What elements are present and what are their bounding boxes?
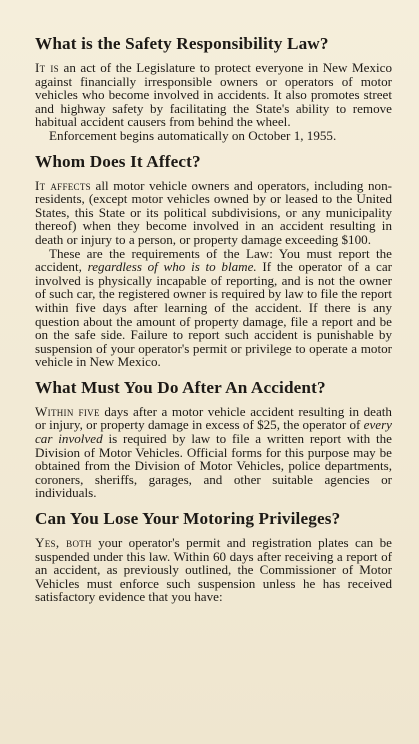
paragraph-text: These are the requirements of the Law: You must report the accident, (35, 245, 392, 275)
paragraph-text: all motor vehicle owners and operators, including non-residents, (except motor vehicles owned by or leased to the United States, this State or its political subdivisions, or any municipality thereof) when they become involved in an accident resulting in death or injury to a person, or property damage exceeding $100. (35, 177, 392, 247)
section-what-is-law (35, 34, 392, 143)
section-paragraph (35, 536, 392, 604)
section-heading: What Must You Do After An Accident? (35, 377, 326, 397)
paragraph-text: If the operator of a car involved is physically incapable of reporting, and is not the owner of such car, the registered owner is required by law to file the report within five days after learning of the accident. If there is any question about the amount of property damage, file a report and be on the safe side. Failure to report such accident is punishable by suspension of your operator's permit or privilege to operate a motor vehicle in New Mexico. (35, 259, 392, 370)
lead-in-words: It affects (35, 177, 91, 193)
section-heading: Can You Lose Your Motoring Privileges? (35, 509, 341, 529)
emphasis-text: every car involved (35, 417, 392, 447)
section-paragraph (35, 179, 392, 247)
emphasis-text: regardless of who is to blame. (87, 259, 257, 275)
paragraph-text: an act of the Legislature to protect everyone in New Mexico against financially irresponsible owners or operators of motor vehicles who become involved in accidents. It also promotes street and highway safety by facilitating the State's ability to remove habitual accident causers from behind the wheel. (35, 60, 392, 130)
section-heading: What is the Safety Responsibility Law? (35, 34, 329, 53)
section-paragraph (35, 405, 392, 500)
section-after-accident (35, 378, 392, 500)
lead-in-words: Within five (35, 403, 100, 419)
lead-in-words: Yes, both (35, 535, 92, 551)
paragraph-text: days after a motor vehicle accident resulting in death or injury, or property damage in excess of $25, the operator of (35, 403, 392, 433)
section-paragraph (35, 61, 392, 129)
lead-in-words: It is (35, 60, 59, 75)
section-lose-privileges (35, 509, 392, 604)
paragraph-text: is required by law to file a written report with the Division of Motor Vehicles. Official forms for this purpose may be obtained from the Division of Motor Vehicles, police departments, coroners, sheriffs, garages, and other suitable agencies or individuals. (35, 431, 392, 501)
paragraph-text: your operator's permit and registration plates can be suspended under this law. Within 60 days after receiving a report of an accident, as previously outlined, the Commissioner of Motor Vehicles must enforce such suspension unless he has received satisfactory evidence that you have: (35, 535, 392, 605)
paragraph-text: Enforcement begins automatically on October 1, 1955. (49, 127, 337, 143)
section-whom-affect (35, 152, 392, 369)
section-paragraph (35, 247, 392, 369)
section-paragraph (35, 129, 392, 143)
section-heading: Whom Does It Affect? (35, 151, 201, 171)
